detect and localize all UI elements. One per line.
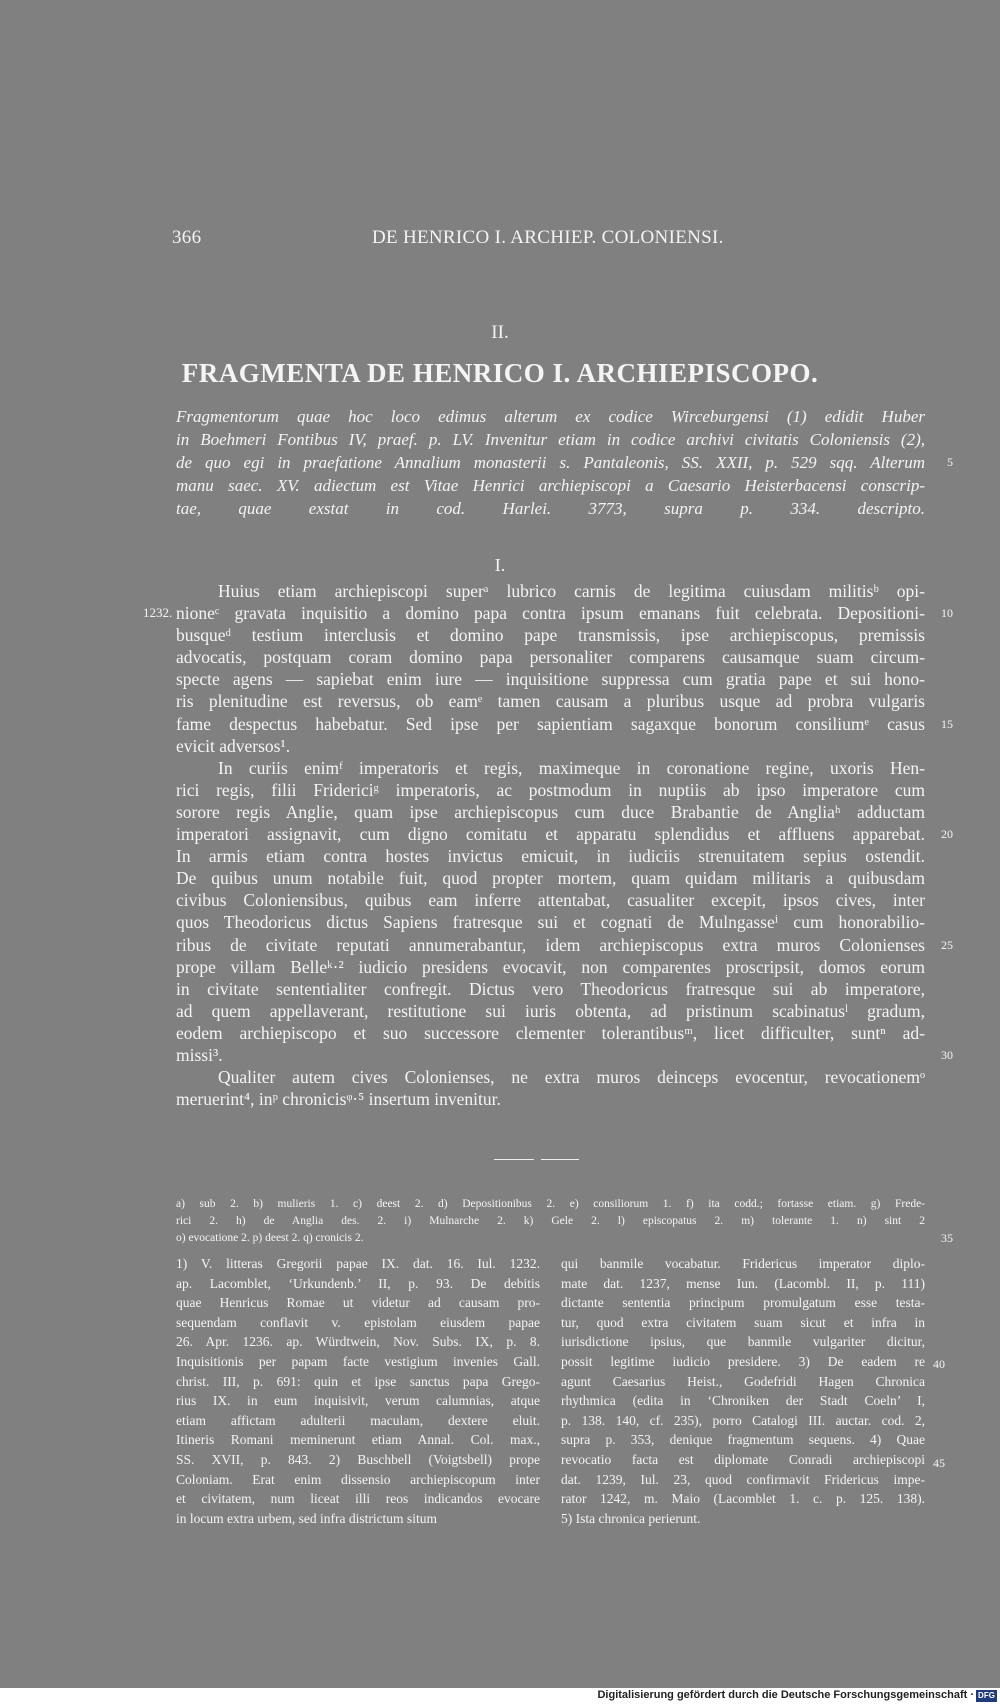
text-line [176, 690, 925, 712]
footnote-line [176, 1470, 540, 1490]
line-text: Coloniam. Erat enim dissensio archiepiscopum inter [176, 1471, 540, 1487]
section-title: FRAGMENTA DE HENRICO I. ARCHIEPISCOPO. [181, 358, 819, 388]
line-text: in civitate sententialiter confregit. Dictus vero Theodoricus fratresque sui ab imperatore, [176, 978, 925, 999]
intro-line [176, 497, 925, 520]
line-text: o) evocatione 2. p) deest 2. q) cronicis 2. [176, 1232, 364, 1244]
text-line [176, 801, 925, 823]
line-text: In armis etiam contra hostes invictus emicuit, in iudiciis strenuitatem sepius ostendit. [176, 846, 925, 867]
footnote-line [561, 1430, 925, 1450]
line-text: In curiis enimᶠ imperatoris et regis, maximeque in coronatione regine, uxoris Hen- [218, 757, 925, 778]
dfg-credit: Digitalisierung gefördert durch die Deutsche Forschungsgemeinschaft · [597, 1689, 974, 1701]
footnote-line [176, 1293, 540, 1313]
line-text: tur, quod extra civitatem suam sicut et infra in [561, 1314, 925, 1330]
footnote-line [176, 1372, 540, 1392]
line-text: imperatori assignavit, cum digno comitatu et apparatu splendidus et affluens apparebat. [176, 824, 925, 845]
text-line [176, 624, 925, 646]
line-text: ris plenitudine est reversus, ob eamᵉ tamen causam a pluribus usque ad probra vulgaris [176, 691, 925, 712]
line-text: Inquisitionis per papam facte vestigium invenies Gall. [176, 1353, 540, 1369]
line-text: sequendam conflavit v. epistolam eiusdem papae [176, 1314, 540, 1330]
text-line [176, 889, 925, 911]
footnote-line [561, 1293, 925, 1313]
line-text: et civitatem, num liceat illi reos indicandos evocare [176, 1491, 540, 1507]
separator-rule [541, 1159, 579, 1160]
line-text: rator 1242, m. Maio (Lacomblet 1. c. p. 125. 138). [561, 1491, 925, 1507]
text-line [176, 757, 925, 779]
running-title: DE HENRICO I. ARCHIEP. COLONIENSI. [372, 227, 724, 248]
line-text: rici regis, filii Fridericiᵍ imperatoris, ac postmodum in nuptiis ab ipso imperatore cum [176, 779, 925, 800]
footnote-line [176, 1352, 540, 1372]
text-line [176, 1000, 925, 1022]
line-text: advocatis, postquam coram domino papa personaliter comparens causamque suam circum- [176, 647, 925, 668]
dfg-logo: DFG [976, 1690, 997, 1702]
line-text: iurisdictione ipsius, que banmile vulgariter dicitur, [561, 1334, 925, 1350]
digitization-footer [0, 1688, 1000, 1705]
line-text: a) sub 2. b) mulieris 1. c) deest 2. d) Depositionibus 2. e) consiliorum 1. f) ita codd.; fortasse etiam. g) Frede- [176, 1198, 925, 1210]
line-text: in Boehmeri Fontibus IV, praef. p. LV. Invenitur etiam in codice archivi civitatis Coloniensis (2), [176, 430, 925, 449]
footnote-line [561, 1332, 925, 1352]
line-text: fame despectus habebatur. Sed ipse per sapientiam sagaxque bonorum consiliumᵉ casus [176, 713, 925, 734]
text-line [176, 1022, 925, 1044]
subsection-number: I. [494, 555, 506, 575]
footnote-line [176, 1411, 540, 1431]
separator-rule [494, 1159, 534, 1160]
footnote-line [176, 1489, 540, 1509]
line-text: etiam affictam adulterii maculam, dextere eluit. [176, 1412, 540, 1428]
margin-line-number: 10 [941, 606, 953, 621]
footnote-line [561, 1450, 925, 1470]
footnote-line [176, 1274, 540, 1294]
intro-line [176, 405, 925, 428]
line-text: Huius etiam archiepiscopi superᵃ lubrico carnis de legitima cuiusdam militisᵇ opi- [218, 581, 925, 601]
line-text: sorore regis Anglie, quam ipse archiepiscopus cum duce Brabantie de Angliaʰ adductam [176, 801, 925, 822]
footnote-line [176, 1509, 540, 1529]
line-text: meruerint⁴, inᵖ chronicisᵠ·⁵ insertum invenitur. [176, 1089, 501, 1110]
line-text: mate dat. 1237, mense Iun. (Lacombl. II, p. 111) [561, 1275, 925, 1291]
line-text: rius IX. in eum inquisivit, verum calumnias, atque [176, 1393, 540, 1409]
text-line [143, 602, 953, 624]
line-text: qui banmile vocabatur. Fridericus imperator diplo- [561, 1256, 925, 1271]
text-line [176, 911, 925, 933]
intro-line [176, 474, 925, 497]
apparatus-line [176, 1213, 925, 1230]
footnote-line [176, 1254, 540, 1274]
footnote-line [176, 1332, 540, 1352]
footnote-line [561, 1509, 925, 1529]
line-text: civibus Coloniensibus, quibus eam inferre attentabat, casualiter excepit, ipsos cives, inter [176, 890, 925, 911]
line-text: 26. Apr. 1236. ap. Würdtwein, Nov. Subs. IX, p. 8. [176, 1334, 540, 1350]
footnotes-left-column [176, 1254, 540, 1528]
line-text: rici 2. h) de Anglia des. 2. i) Mulnarche 2. k) Gele 2. l) episcopatus 2. m) tolerante 1. n) sint 2 [176, 1215, 925, 1227]
line-text: Itineris Romani meminerunt etiam Annal. Col. max., [176, 1432, 540, 1448]
text-line [176, 867, 925, 889]
line-text: revocatio facta est diplomate Conradi archiepiscopi [561, 1451, 925, 1467]
text-line [176, 823, 953, 845]
margin-line-number: 25 [941, 937, 953, 952]
intro-line [176, 451, 953, 474]
footnote-line [561, 1470, 925, 1490]
footnote-line [561, 1411, 925, 1431]
line-text: De quibus unum notabile fuit, quod propter mortem, quam quidam militaris a quibusdam [176, 868, 925, 889]
line-text: quos Theodoricus dictus Sapiens fratresque sui et cognati de Mulngasseⁱ cum honorabilio- [176, 912, 925, 933]
apparatus-line [176, 1230, 953, 1247]
text-line [176, 580, 925, 602]
line-text: nioneᶜ gravata inquisitio a domino papa contra ipsum emanans fuit celebrata. Depositioni- [176, 603, 925, 624]
text-line [176, 978, 925, 1000]
line-text: de quo egi in praefatione Annalium monasterii s. Pantaleonis, SS. XXII, p. 529 sqq. Alterum [176, 453, 925, 472]
line-text: Qualiter autem cives Colonienses, ne extra muros deinceps evocentur, revocationemᵒ [218, 1067, 925, 1088]
line-text: 1) V. litteras Gregorii papae IX. dat. 16. Iul. 1232. [176, 1256, 540, 1271]
line-text: 5) Ista chronica perierunt. [561, 1510, 701, 1526]
text-line [176, 668, 925, 690]
margin-line-number: 40 [933, 1357, 945, 1371]
margin-line-number: 35 [941, 1231, 953, 1245]
text-line [176, 779, 925, 801]
line-text: dictante sententia principum promulgatum esse testa- [561, 1295, 925, 1311]
line-text: evicit adversos¹. [176, 735, 291, 756]
line-text: specte agens — sapiebat enim iure — inquisitione suppressa cum gratia pape et sui hono- [176, 669, 925, 690]
margin-year: 1232. [143, 605, 173, 621]
intro-line [176, 428, 925, 451]
text-line [176, 735, 925, 757]
footnote-line [561, 1489, 925, 1509]
line-text: ap. Lacomblet, ‘Urkundenb.’ II, p. 93. De debitis [176, 1275, 540, 1291]
line-text: ribus de civitate reputati annumerabantur, idem archiepiscopus extra muros Colonienses [176, 934, 925, 955]
footnote-line [561, 1313, 925, 1333]
footnote-line [561, 1274, 925, 1294]
text-line [176, 845, 925, 867]
margin-line-number: 45 [933, 1456, 945, 1470]
section-number: II. [491, 322, 509, 343]
margin-line-number: 15 [941, 716, 953, 731]
apparatus-line [176, 1196, 925, 1213]
footnote-line [561, 1391, 925, 1411]
line-text: eodem archiepiscopo et suo successore clementer tolerantibusᵐ, licet difficulter, suntⁿ ad- [176, 1022, 925, 1043]
line-text: in locum extra urbem, sed infra districtum situm [176, 1510, 437, 1526]
line-text: SS. XVII, p. 843. 2) Buschbell (Voigtsbell) prope [176, 1451, 540, 1467]
main-text [143, 580, 953, 1110]
line-text: missi³. [176, 1044, 223, 1065]
line-text: Fragmentorum quae hoc loco edimus alterum ex codice Wirceburgensi (1) edidit Huber [176, 407, 925, 426]
line-text: tae, quae exstat in cod. Harlei. 3773, supra p. 334. descripto. [176, 499, 925, 518]
footnote-line [176, 1450, 540, 1470]
text-line [176, 934, 953, 956]
line-text: manu saec. XV. adiectum est Vitae Henrici archiepiscopi a Caesario Heisterbacensi conscrip- [176, 476, 925, 495]
margin-line-number: 20 [941, 827, 953, 842]
footnote-line [176, 1313, 540, 1333]
line-text: supra p. 353, denique fragmentum sequens. 4) Quae [561, 1432, 925, 1448]
line-text: dat. 1239, Iul. 23, quod confirmavit Fridericus impe- [561, 1471, 925, 1487]
footnote-line [176, 1391, 540, 1411]
text-line [176, 1088, 925, 1110]
page-number: 366 [172, 227, 202, 248]
line-text: p. 138. 140, cf. 235), porro Catalogi III. auctar. cod. 2, [561, 1412, 925, 1428]
line-text: prope villam Belleᵏ·² iudicio presidens evocavit, non comparentes proscripsit, domos eorum [176, 956, 925, 977]
intro-paragraph [176, 405, 953, 520]
footnote-line [561, 1372, 925, 1392]
line-text: agunt Caesarius Heist., Godefridi Hagen Chronica [561, 1373, 925, 1389]
text-line [176, 1044, 953, 1066]
text-line [176, 956, 925, 978]
margin-line-number: 5 [947, 455, 953, 469]
line-text: christ. III, p. 691: quin et ipse sanctus papa Grego- [176, 1373, 540, 1389]
line-text: quae Henricus Romae ut videtur ad causam pro- [176, 1295, 540, 1311]
critical-apparatus [176, 1196, 953, 1247]
line-text: possit legitime iudicio presidere. 3) De eadem re [561, 1353, 925, 1369]
text-line [176, 646, 925, 668]
line-text: busqueᵈ testium interclusis et domino pape transmissis, ipse archiepiscopus, premissis [176, 625, 925, 646]
footnote-line [176, 1430, 540, 1450]
footnotes-right-column [561, 1254, 925, 1528]
text-line [176, 713, 953, 735]
text-line [176, 1066, 925, 1088]
margin-line-number: 30 [941, 1047, 953, 1062]
line-text: rhythmica (edita in ‘Chroniken der Stadt Coeln’ I, [561, 1393, 925, 1409]
footnote-line [561, 1352, 925, 1372]
footnote-line [561, 1254, 925, 1274]
line-text: ad quem appellaverant, restitutione sui iuris obtenta, ad pristinum scabinatusˡ gradum, [176, 1000, 925, 1021]
